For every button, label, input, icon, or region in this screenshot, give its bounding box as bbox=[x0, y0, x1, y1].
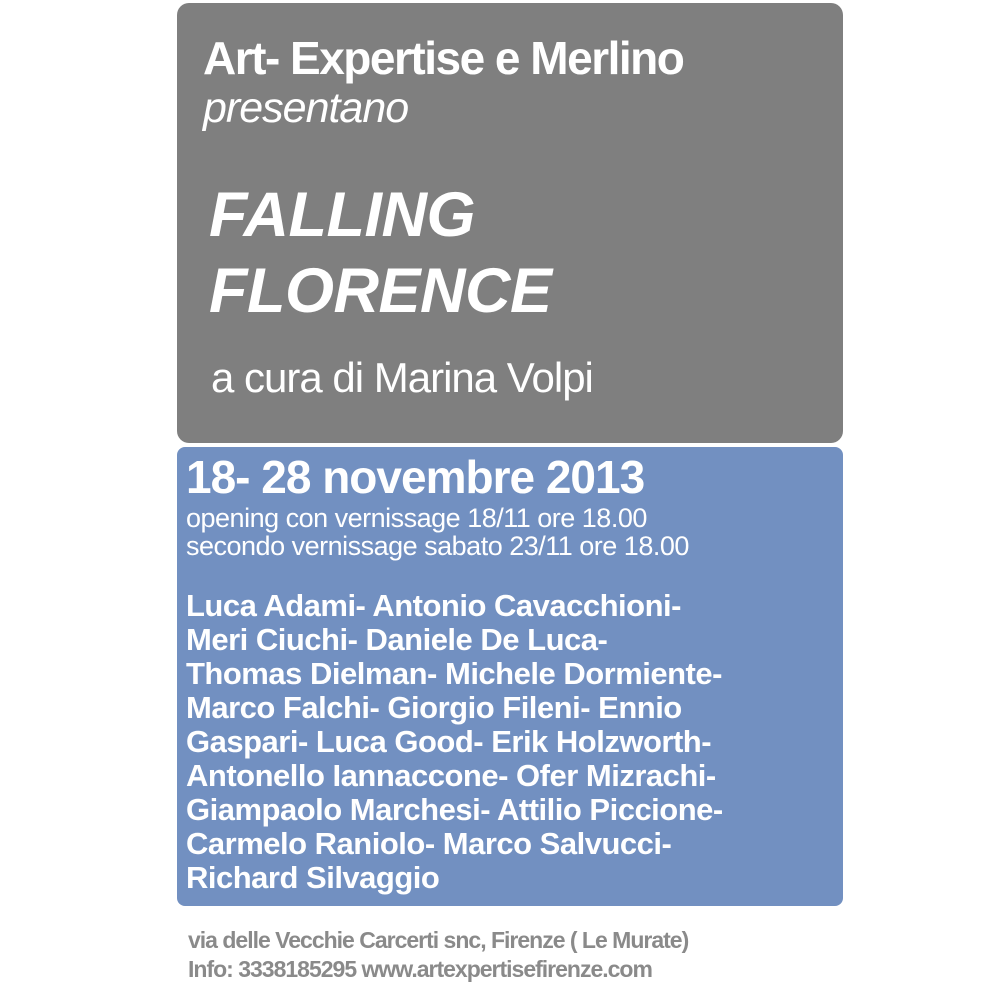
title-line-2: FLORENCE bbox=[209, 256, 552, 327]
artist-line: Luca Adami- Antonio Cavacchioni- bbox=[186, 587, 681, 623]
title-line-1: FALLING bbox=[209, 180, 475, 251]
exhibition-title bbox=[209, 177, 825, 329]
contact-info: Info: 3338185295 www.artexpertisefirenze.com bbox=[188, 955, 652, 982]
artist-line: Giampaolo Marchesi- Attilio Piccione- bbox=[186, 791, 723, 827]
artist-line: Gaspari- Luca Good- Erik Holzworth- bbox=[186, 723, 712, 759]
artist-line: Meri Ciuchi- Daniele De Luca- bbox=[186, 621, 608, 657]
artist-line: Marco Falchi- Giorgio Fileni- Ennio bbox=[186, 689, 682, 725]
footer bbox=[188, 926, 688, 983]
artist-line: Antonello Iannaccone- Ofer Mizrachi- bbox=[186, 757, 716, 793]
event-dates: 18- 28 novembre 2013 bbox=[186, 451, 645, 503]
organizer-name: Art- Expertise e Merlino bbox=[203, 32, 684, 84]
artists-list bbox=[186, 589, 833, 895]
presents-label: presentano bbox=[203, 83, 409, 132]
artist-line: Richard Silvaggio bbox=[186, 859, 440, 895]
artist-line: Thomas Dielman- Michele Dormiente- bbox=[186, 655, 722, 691]
header-panel bbox=[177, 3, 843, 443]
curator-line: a cura di Marina Volpi bbox=[211, 354, 593, 402]
event-panel bbox=[177, 447, 843, 906]
vernissage-line-2: secondo vernissage sabato 23/11 ore 18.00 bbox=[186, 531, 689, 562]
venue-address: via delle Vecchie Carcerti snc, Firenze ( Le Murate) bbox=[188, 927, 689, 953]
artist-line: Carmelo Raniolo- Marco Salvucci- bbox=[186, 825, 672, 861]
vernissage-line-1: opening con vernissage 18/11 ore 18.00 bbox=[186, 502, 647, 533]
